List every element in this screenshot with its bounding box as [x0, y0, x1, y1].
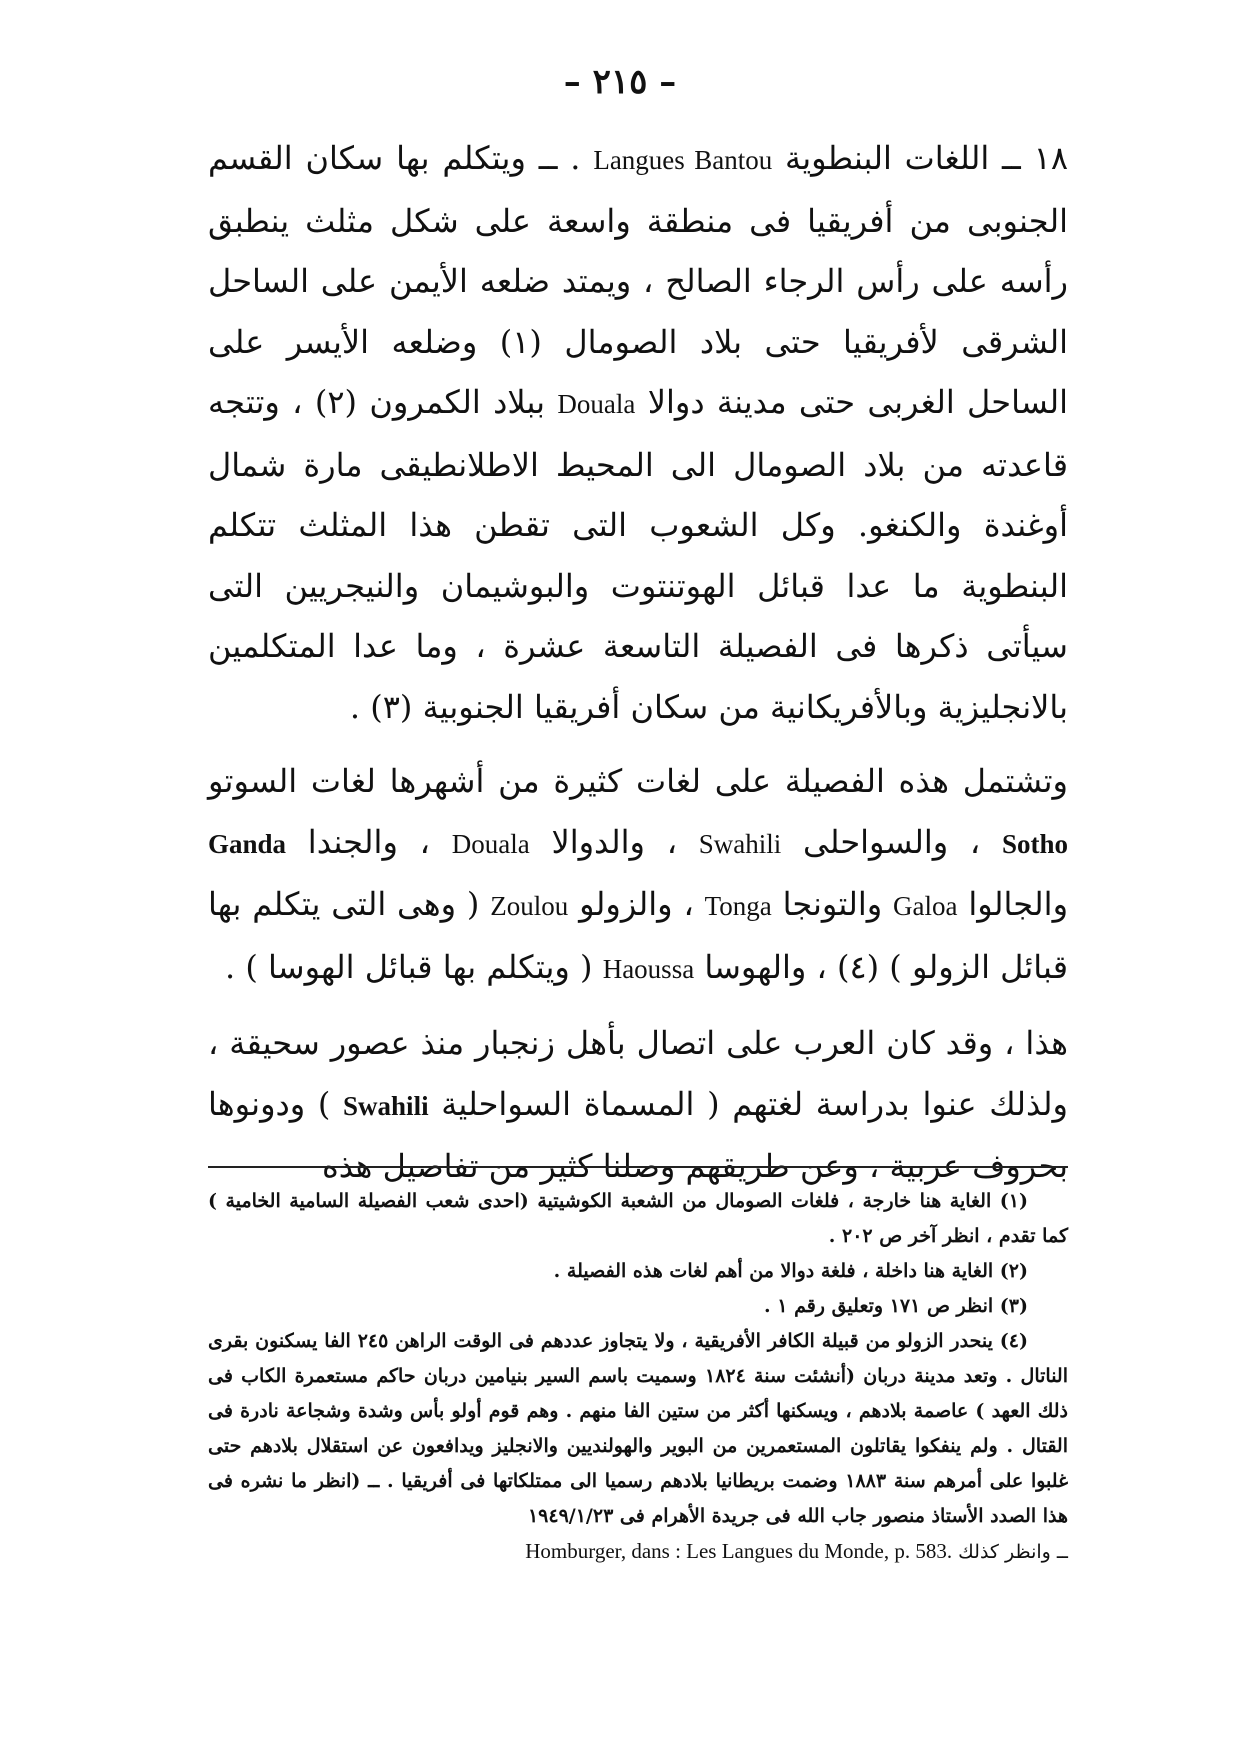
- latin-term: Galoa: [893, 891, 958, 921]
- latin-term: Langues Bantou: [593, 145, 773, 175]
- footnote-3: (٣) انظر ص ١٧١ وتعليق رقم ١ .: [764, 1295, 1028, 1317]
- footnote-2: (٢) الغاية هنا داخلة ، فلغة دوالا من أهم لغات هذه الفصيلة .: [553, 1260, 1028, 1282]
- footnote-4: (٤) ينحدر الزولو من قبيلة الكافر الأفريقية ، ولا يتجاوز عددهم فى الوقت الراهن ٢٤٥ الفا يسكنون بقرى الناتال . وتعد مدينة دربان (أنشئت سنة ١٨٢٤ وسميت باسم السير بنيامين دربان حاكم مستعمرة الكاب فى ذلك العهد ) عاصمة بلادهم ، ويسكنها أكثر من ستين الفا منهم . وهم قوم أولو بأس وشدة وشجاعة نادرة فى القتال . ولم ينفكوا يقاتلون المستعمرين من البوير والهولنديين والانجليز ويدافعون عن استقلال بلادهم حتى غلبوا على أمرهم سنة ١٨٨٣ وضمت بريطانيا بلادهم رسميا الى ممتلكاتها فى أفريقيا . ــ (انظر ما نشره فى هذا الصدد الأستاذ منصور جاب الله فى جريدة الأهرام فى ١٩٤٩/١/٢٣: [208, 1330, 1069, 1527]
- footnotes: [208, 1184, 1068, 1570]
- text-run: ١٨ ــ اللغات البنطوية: [772, 139, 1069, 177]
- latin-term: Swahili: [698, 828, 782, 859]
- latin-term: Haoussa: [602, 953, 695, 984]
- paragraph-3: [208, 1013, 1068, 1197]
- text-run: . ــ ويتكلم بها سكان القسم الجنوبى من أفريقيا فى منطقة واسعة على شكل مثلث ينطبق رأسه على رأس الرجاء الصالح ، ويمتد ضلعه الأيمن على الساحل الشرقى لأفريقيا حتى بلاد الصومال (١) وضلعه الأيسر على الساحل الغربى حتى مدينة دوالا: [208, 139, 1069, 421]
- footnote-4-reference-ar: ــ وانظر كذلك: [958, 1541, 1068, 1563]
- text-run: والتونجا: [771, 885, 894, 923]
- text-run: ، والسواحلى: [781, 822, 1002, 861]
- latin-term: Ganda: [208, 828, 287, 859]
- paragraph-1: [208, 128, 1068, 737]
- text-run: هذا ، وقد كان العرب على اتصال بأهل زنجبار منذ عصور سحيقة ، ولذلك عنوا بدراسة لغتهم ( المسماة السواحلية: [208, 1024, 1069, 1123]
- text-run: والجالوا: [957, 885, 1069, 923]
- text-run: ، والدوالا: [529, 822, 699, 861]
- paragraph-2: [208, 751, 1068, 999]
- latin-term: Douala: [557, 389, 636, 419]
- footnote-1: (١) الغاية هنا خارجة ، فلغات الصومال من الشعبة الكوشيتية (احدى شعب الفصيلة السامية الخامية ) كما تقدم ، انظر آخر ص ٢٠٢ .: [208, 1190, 1068, 1247]
- text-run: ( ويتكلم بها قبائل الهوسا ) .: [225, 947, 603, 986]
- text-run: ، والجندا: [286, 822, 452, 861]
- footnote-divider: [208, 1166, 1068, 1168]
- text-run: ) ودونوها بحروف عربية ، وعن طريقهم وصلنا كثير من تفاصيل هذه: [208, 1084, 1068, 1185]
- text-run: ، والزولو: [568, 885, 705, 923]
- text-run: وتشتمل هذه الفصيلة على لغات كثيرة من أشهرها لغات السوتو: [208, 762, 1068, 800]
- latin-term: Swahili: [343, 1090, 429, 1121]
- text-run: ببلاد الكمرون (٢) ، وتتجه قاعدته من بلاد الصومال الى المحيط الاطلانطيقى مارة شمال أوغندة والكنغو. وكل الشعوب التى تقطن هذا المثلث تتكلم البنطوية ما عدا قبائل الهوتنتوت والبوشيمان والنيجريين التى سيأتى ذكرها فى الفصيلة التاسعة عشرة ، وما عدا المتكلمين بالانجليزية وبالأفريكانية من سكان أفريقيا الجنوبية (٣) .: [208, 383, 1068, 726]
- main-text: [208, 128, 1068, 1197]
- latin-term: Sotho: [1002, 828, 1069, 859]
- page-number: – ٢١٥ –: [563, 62, 677, 102]
- text-run: ( وهى التى يتكلم بها قبائل الزولو ) (٤) ، والهوسا: [208, 885, 1068, 986]
- latin-term: Zoulou: [490, 891, 569, 921]
- footnote-4-reference-latin: Homburger, dans : Les Langues du Monde, p. 583.: [525, 1539, 953, 1563]
- latin-term: Tonga: [704, 891, 772, 921]
- latin-term: Douala: [451, 828, 530, 859]
- footnote-4-reference: [208, 1534, 1068, 1570]
